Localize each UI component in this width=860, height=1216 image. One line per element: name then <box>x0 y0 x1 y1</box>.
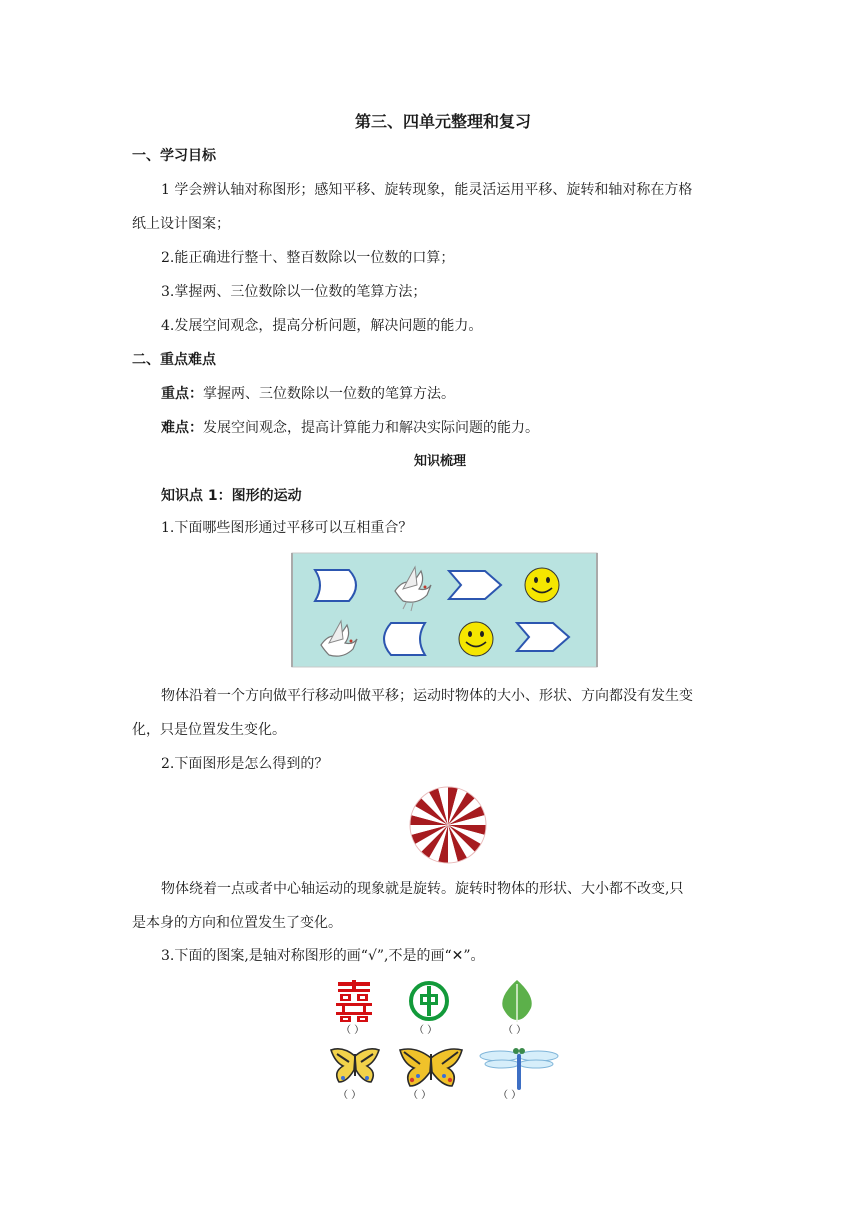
key-point-text: 掌握两、三位数除以一位数的笔算方法。 <box>203 386 455 402</box>
pentagon-tag-icon <box>384 623 425 655</box>
goal-1-line-2: 纸上设计图案； <box>132 216 230 232</box>
difficulty-text: 发展空间观念，提高计算能力和解决实际问题的能力。 <box>203 420 539 436</box>
page-title: 第三、四单元整理和复习 <box>355 112 532 131</box>
difficulty-line <box>161 418 539 438</box>
difficulty-label: 难点： <box>161 420 203 436</box>
butterfly-icon <box>329 1046 381 1088</box>
question-2: 2.下面图形是怎么得到的？ <box>161 756 329 772</box>
smiley-face-icon <box>459 622 493 656</box>
answer-blank-1[interactable]: （ ） <box>341 1025 365 1036</box>
question-1: 1.下面哪些图形通过平移可以互相重合？ <box>161 520 413 536</box>
answer-blank-5[interactable]: （ ） <box>408 1090 432 1101</box>
rotation-def-line-2: 是本身的方向和位置发生了变化。 <box>132 915 342 931</box>
knowledge-heading: 知识梳理 <box>414 454 467 469</box>
key-point-line <box>161 384 455 404</box>
answer-blank-6[interactable]: （ ） <box>498 1090 522 1101</box>
section-heading-key-points: 二、重点难点 <box>132 352 216 368</box>
pinwheel-icon <box>408 785 488 865</box>
answer-blank-2[interactable]: （ ） <box>414 1025 438 1036</box>
dragonfly-icon <box>478 1046 560 1092</box>
pentagon-tag-icon <box>315 570 356 601</box>
goal-3: 3.掌握两、三位数除以一位数的笔算方法； <box>161 284 427 300</box>
butterfly-icon <box>398 1046 464 1090</box>
section-heading-goals: 一、学习目标 <box>132 148 216 164</box>
translation-figure <box>289 549 600 671</box>
question-3: 3.下面的图案,是轴对称图形的画“√”,不是的画“✕”。 <box>161 948 485 964</box>
key-point-label: 重点： <box>161 386 203 402</box>
goal-2: 2.能正确进行整十、整百数除以一位数的口算； <box>161 250 455 266</box>
goal-1-line-1: 1 学会辨认轴对称图形；感知平移、旋转现象，能灵活运用平移、旋转和轴对称在方格 <box>161 182 693 198</box>
answer-blank-4[interactable]: （ ） <box>338 1090 362 1101</box>
translation-def-line-2: 化，只是位置发生变化。 <box>132 722 286 738</box>
leaf-icon <box>497 978 537 1024</box>
answer-blank-3[interactable]: （ ） <box>503 1025 527 1036</box>
rotation-def-line-1: 物体绕着一点或者中心轴运动的现象就是旋转。旋转时物体的形状、大小都不改变,只 <box>161 881 684 897</box>
translation-def-line-1: 物体沿着一个方向做平行移动叫做平移；运动时物体的大小、形状、方向都没有发生变 <box>161 688 693 704</box>
bank-logo-icon <box>408 980 450 1022</box>
knowledge-point-1-heading: 知识点 1：图形的运动 <box>161 488 302 504</box>
goal-4: 4.发展空间观念，提高分析问题，解决问题的能力。 <box>161 318 483 334</box>
double-happiness-icon <box>334 980 374 1022</box>
smiley-face-icon <box>525 568 559 602</box>
